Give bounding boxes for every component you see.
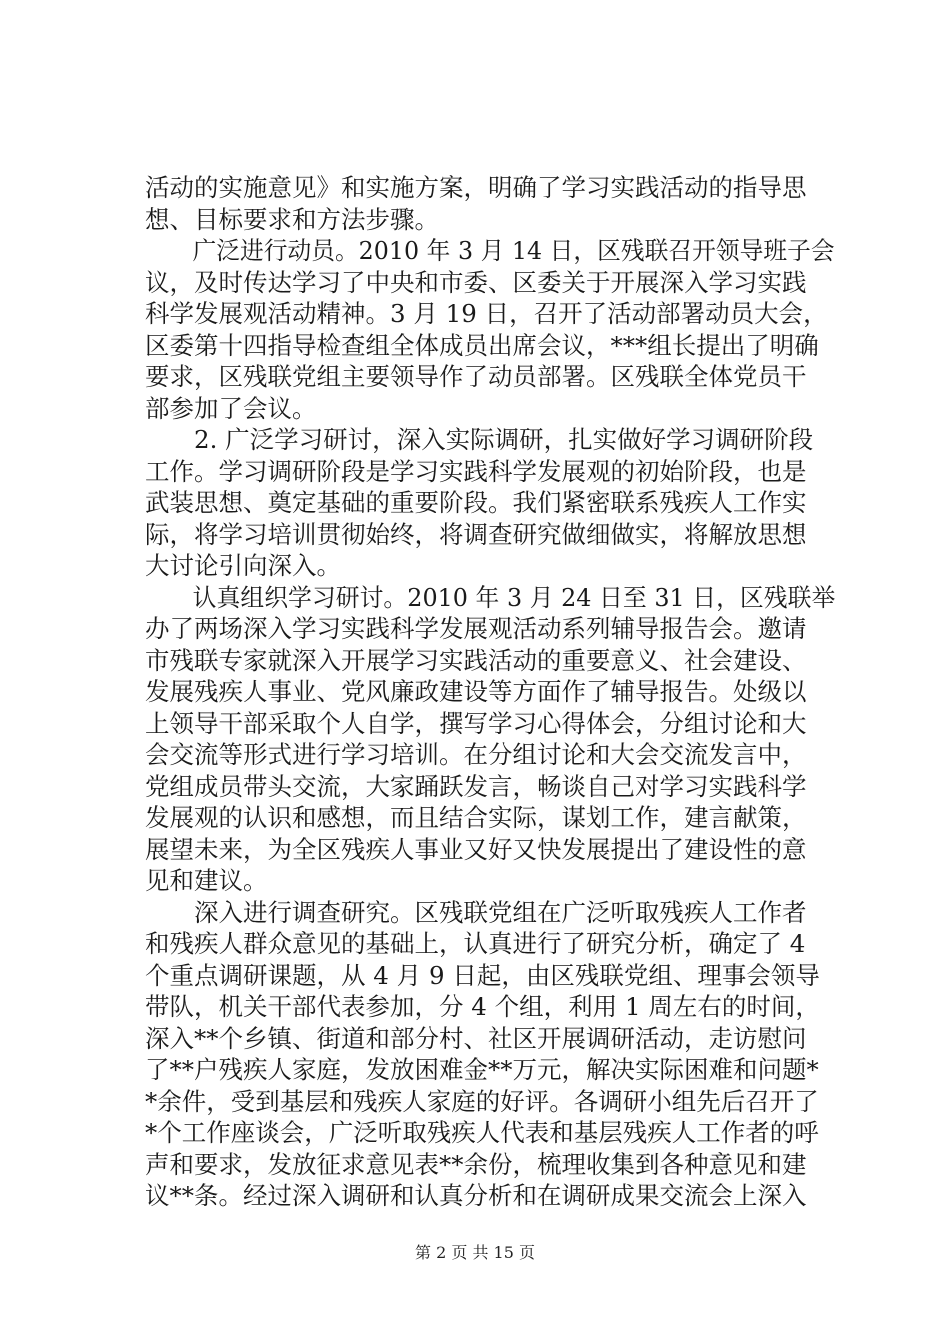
- text-line: 广泛进行动员。2010 年 3 月 14 日，区残联召开领导班子会: [145, 236, 835, 265]
- text-line: 市残联专家就深入开展学习实践活动的重要意义、社会建设、: [145, 645, 807, 675]
- text-line: 区委第十四指导检查组全体成员出席会议，***组长提出了明确: [145, 330, 819, 360]
- text-line: 办了两场深入学习实践科学发展观活动系列辅导报告会。邀请: [145, 614, 807, 643]
- body-text: [145, 172, 835, 1212]
- text-line: 2. 广泛学习研讨，深入实际调研，扎实做好学习调研阶段: [145, 425, 814, 454]
- text-line: 科学发展观活动精神。3 月 19 日，召开了活动部署动员大会，: [145, 299, 828, 328]
- text-line: 工作。学习调研阶段是学习实践科学发展观的初始阶段，也是: [145, 456, 807, 486]
- text-line: 要求，区残联党组主要领导作了动员部署。区残联全体党员干: [145, 362, 807, 391]
- text-line: 武装思想、奠定基础的重要阶段。我们紧密联系残疾人工作实: [145, 488, 807, 517]
- text-line: 上领导干部采取个人自学，撰写学习心得体会，分组讨论和大: [145, 708, 807, 738]
- page-footer: 第 2 页 共 15 页: [415, 1243, 535, 1262]
- text-line: 深入**个乡镇、街道和部分村、社区开展调研活动，走访慰问: [145, 1023, 807, 1053]
- text-line: 发展观的认识和感想，而且结合实际，谋划工作，建言献策，: [145, 803, 807, 832]
- text-line: 带队，机关干部代表参加，分 4 个组，利用 1 周左右的时间，: [145, 992, 820, 1021]
- text-line: 议**条。经过深入调研和认真分析和在调研成果交流会上深入: [145, 1181, 807, 1210]
- text-line: 见和建议。: [145, 866, 268, 895]
- text-line: 深入进行调查研究。区残联党组在广泛听取残疾人工作者: [145, 897, 807, 927]
- text-line: 大讨论引向深入。: [145, 551, 341, 580]
- text-line: 议，及时传达学习了中央和市委、区委关于开展深入学习实践: [145, 267, 807, 297]
- text-line: 了**户残疾人家庭，发放困难金**万元，解决实际困难和问题*: [145, 1055, 819, 1084]
- text-line: 发展残疾人事业、党风廉政建设等方面作了辅导报告。处级以: [145, 677, 807, 706]
- text-line: 党组成员带头交流，大家踊跃发言，畅谈自己对学习实践科学: [145, 771, 807, 801]
- text-line: 活动的实施意见》和实施方案，明确了学习实践活动的指导思: [145, 173, 807, 202]
- text-line: 声和要求，发放征求意见表**余份，梳理收集到各种意见和建: [145, 1149, 807, 1179]
- text-line: *余件，受到基层和残疾人家庭的好评。各调研小组先后召开了: [145, 1086, 819, 1116]
- text-line: 想、目标要求和方法步骤。: [145, 204, 439, 234]
- text-line: 展望未来，为全区残疾人事业又好又快发展提出了建设性的意: [145, 834, 807, 864]
- text-line: 部参加了会议。: [145, 393, 317, 423]
- text-line: 会交流等形式进行学习培训。在分组讨论和大会交流发言中，: [145, 740, 807, 769]
- text-line: 个重点调研课题，从 4 月 9 日起，由区残联党组、理事会领导: [145, 960, 820, 990]
- text-line: 际，将学习培训贯彻始终，将调查研究做细做实，将解放思想: [145, 519, 807, 549]
- text-line: 认真组织学习研讨。2010 年 3 月 24 日至 31 日，区残联举: [145, 582, 836, 612]
- text-line: *个工作座谈会，广泛听取残疾人代表和基层残疾人工作者的呼: [145, 1118, 819, 1147]
- text-line: 和残疾人群众意见的基础上，认真进行了研究分析，确定了 4: [145, 929, 806, 958]
